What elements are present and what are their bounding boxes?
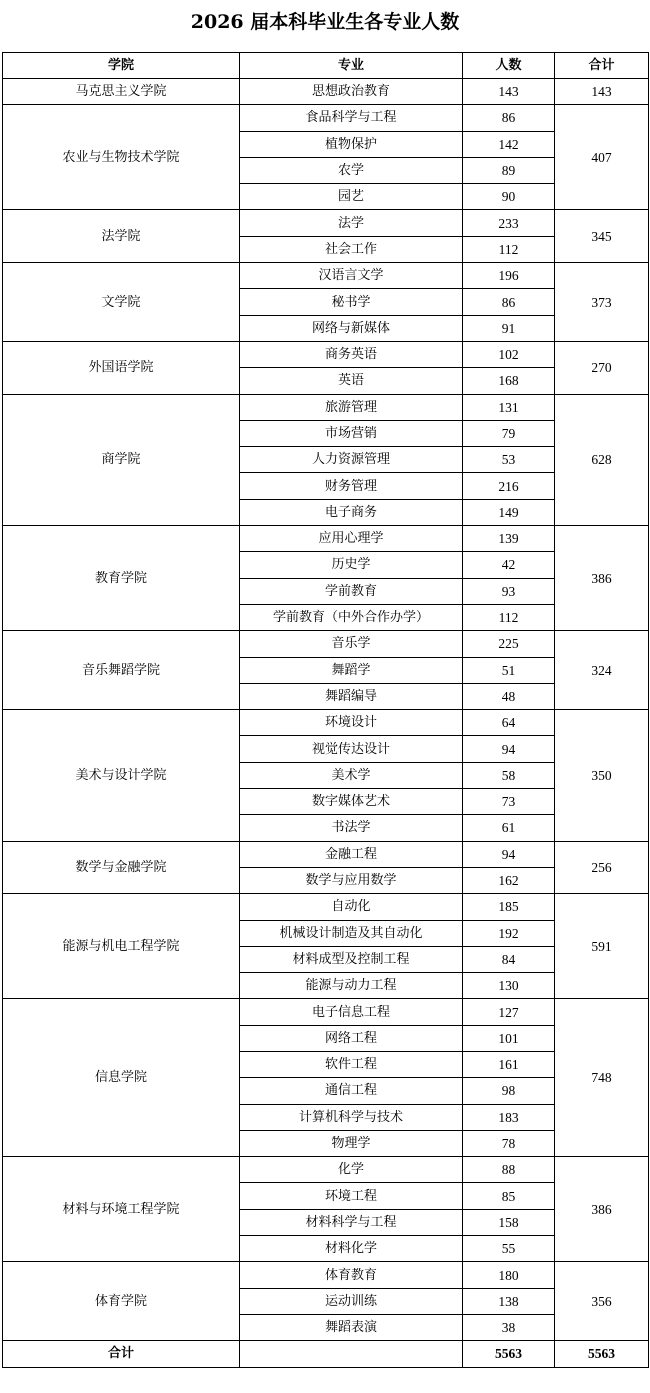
major-count: 89 xyxy=(463,157,555,183)
table-row xyxy=(3,210,649,236)
college-subtotal: 407 xyxy=(555,105,649,210)
major-count: 168 xyxy=(463,368,555,394)
college-subtotal: 143 xyxy=(555,79,649,105)
major-name: 学前教育 xyxy=(240,578,463,604)
major-name: 化学 xyxy=(240,1157,463,1183)
total-count: 5563 xyxy=(463,1341,555,1367)
major-count: 161 xyxy=(463,1051,555,1077)
major-count: 185 xyxy=(463,894,555,920)
major-count: 94 xyxy=(463,736,555,762)
major-name: 材料成型及控制工程 xyxy=(240,946,463,972)
major-count: 112 xyxy=(463,236,555,262)
major-name: 美术学 xyxy=(240,762,463,788)
major-count: 112 xyxy=(463,604,555,630)
college-name: 体育学院 xyxy=(3,1262,240,1341)
major-name: 环境工程 xyxy=(240,1183,463,1209)
college-subtotal: 256 xyxy=(555,841,649,894)
total-row xyxy=(3,1341,649,1367)
major-count: 42 xyxy=(463,552,555,578)
major-count: 102 xyxy=(463,341,555,367)
major-name: 社会工作 xyxy=(240,236,463,262)
major-name: 植物保护 xyxy=(240,131,463,157)
major-name: 通信工程 xyxy=(240,1078,463,1104)
major-name: 数学与应用数学 xyxy=(240,867,463,893)
major-name: 财务管理 xyxy=(240,473,463,499)
major-count: 84 xyxy=(463,946,555,972)
major-count: 127 xyxy=(463,999,555,1025)
major-name: 法学 xyxy=(240,210,463,236)
college-name: 美术与设计学院 xyxy=(3,710,240,841)
table-row xyxy=(3,631,649,657)
college-name: 马克思主义学院 xyxy=(3,79,240,105)
college-subtotal: 324 xyxy=(555,631,649,710)
major-name: 英语 xyxy=(240,368,463,394)
major-name: 体育教育 xyxy=(240,1262,463,1288)
major-name: 软件工程 xyxy=(240,1051,463,1077)
college-name: 法学院 xyxy=(3,210,240,263)
major-name: 计算机科学与技术 xyxy=(240,1104,463,1130)
header-college: 学院 xyxy=(3,53,240,79)
college-subtotal: 270 xyxy=(555,341,649,394)
major-name: 思想政治教育 xyxy=(240,79,463,105)
major-name: 材料科学与工程 xyxy=(240,1209,463,1235)
graduates-table xyxy=(2,52,649,1368)
major-name: 农学 xyxy=(240,157,463,183)
major-count: 55 xyxy=(463,1236,555,1262)
major-count: 86 xyxy=(463,289,555,315)
header-count: 人数 xyxy=(463,53,555,79)
college-subtotal: 386 xyxy=(555,1157,649,1262)
college-name: 教育学院 xyxy=(3,526,240,631)
major-count: 38 xyxy=(463,1314,555,1340)
table-row xyxy=(3,341,649,367)
page-title: 2026 届本科毕业生各专业人数 xyxy=(190,10,460,33)
total-label: 合计 xyxy=(3,1341,240,1367)
college-name: 农业与生物技术学院 xyxy=(3,105,240,210)
major-name: 自动化 xyxy=(240,894,463,920)
table-row xyxy=(3,710,649,736)
major-count: 86 xyxy=(463,105,555,131)
major-name: 环境设计 xyxy=(240,710,463,736)
major-count: 130 xyxy=(463,973,555,999)
major-name: 视觉传达设计 xyxy=(240,736,463,762)
major-count: 180 xyxy=(463,1262,555,1288)
table-row xyxy=(3,394,649,420)
major-name: 园艺 xyxy=(240,184,463,210)
table-row xyxy=(3,1157,649,1183)
college-subtotal: 350 xyxy=(555,710,649,841)
major-name: 秘书学 xyxy=(240,289,463,315)
major-name: 数字媒体艺术 xyxy=(240,789,463,815)
table-body xyxy=(3,79,649,1341)
major-name: 电子商务 xyxy=(240,499,463,525)
college-name: 商学院 xyxy=(3,394,240,525)
major-count: 85 xyxy=(463,1183,555,1209)
major-name: 运动训练 xyxy=(240,1288,463,1314)
major-count: 183 xyxy=(463,1104,555,1130)
major-name: 应用心理学 xyxy=(240,526,463,552)
major-count: 149 xyxy=(463,499,555,525)
major-count: 91 xyxy=(463,315,555,341)
major-name: 市场营销 xyxy=(240,420,463,446)
major-count: 78 xyxy=(463,1130,555,1156)
college-subtotal: 345 xyxy=(555,210,649,263)
major-count: 93 xyxy=(463,578,555,604)
header-row xyxy=(3,53,649,79)
table-row xyxy=(3,79,649,105)
major-count: 58 xyxy=(463,762,555,788)
major-name: 商务英语 xyxy=(240,341,463,367)
major-name: 舞蹈学 xyxy=(240,657,463,683)
table-row xyxy=(3,841,649,867)
college-name: 能源与机电工程学院 xyxy=(3,894,240,999)
college-subtotal: 356 xyxy=(555,1262,649,1341)
table-row xyxy=(3,526,649,552)
major-name: 人力资源管理 xyxy=(240,447,463,473)
major-name: 金融工程 xyxy=(240,841,463,867)
college-subtotal: 628 xyxy=(555,394,649,525)
major-name: 机械设计制造及其自动化 xyxy=(240,920,463,946)
major-count: 139 xyxy=(463,526,555,552)
major-count: 216 xyxy=(463,473,555,499)
total-empty xyxy=(240,1341,463,1367)
major-name: 网络与新媒体 xyxy=(240,315,463,341)
header-subtotal: 合计 xyxy=(555,53,649,79)
major-count: 196 xyxy=(463,263,555,289)
major-count: 94 xyxy=(463,841,555,867)
major-name: 物理学 xyxy=(240,1130,463,1156)
major-name: 食品科学与工程 xyxy=(240,105,463,131)
major-count: 88 xyxy=(463,1157,555,1183)
college-subtotal: 591 xyxy=(555,894,649,999)
major-count: 73 xyxy=(463,789,555,815)
major-count: 162 xyxy=(463,867,555,893)
major-count: 98 xyxy=(463,1078,555,1104)
major-name: 网络工程 xyxy=(240,1025,463,1051)
major-count: 61 xyxy=(463,815,555,841)
major-count: 142 xyxy=(463,131,555,157)
major-name: 学前教育（中外合作办学） xyxy=(240,604,463,630)
major-count: 143 xyxy=(463,79,555,105)
major-count: 192 xyxy=(463,920,555,946)
table-row xyxy=(3,263,649,289)
college-subtotal: 386 xyxy=(555,526,649,631)
major-name: 电子信息工程 xyxy=(240,999,463,1025)
college-name: 数学与金融学院 xyxy=(3,841,240,894)
college-name: 材料与环境工程学院 xyxy=(3,1157,240,1262)
table-row xyxy=(3,894,649,920)
major-count: 138 xyxy=(463,1288,555,1314)
major-count: 51 xyxy=(463,657,555,683)
major-name: 能源与动力工程 xyxy=(240,973,463,999)
college-name: 文学院 xyxy=(3,263,240,342)
major-name: 音乐学 xyxy=(240,631,463,657)
major-count: 48 xyxy=(463,683,555,709)
header-major: 专业 xyxy=(240,53,463,79)
major-count: 233 xyxy=(463,210,555,236)
major-count: 90 xyxy=(463,184,555,210)
major-count: 131 xyxy=(463,394,555,420)
college-name: 外国语学院 xyxy=(3,341,240,394)
major-name: 历史学 xyxy=(240,552,463,578)
table-row xyxy=(3,105,649,131)
major-name: 材料化学 xyxy=(240,1236,463,1262)
major-count: 158 xyxy=(463,1209,555,1235)
major-name: 书法学 xyxy=(240,815,463,841)
college-name: 音乐舞蹈学院 xyxy=(3,631,240,710)
college-name: 信息学院 xyxy=(3,999,240,1157)
major-name: 舞蹈表演 xyxy=(240,1314,463,1340)
major-count: 53 xyxy=(463,447,555,473)
major-name: 旅游管理 xyxy=(240,394,463,420)
table-row xyxy=(3,999,649,1025)
total-subtotal: 5563 xyxy=(555,1341,649,1367)
major-name: 汉语言文学 xyxy=(240,263,463,289)
major-count: 225 xyxy=(463,631,555,657)
major-count: 101 xyxy=(463,1025,555,1051)
college-subtotal: 748 xyxy=(555,999,649,1157)
major-count: 79 xyxy=(463,420,555,446)
major-count: 64 xyxy=(463,710,555,736)
table-row xyxy=(3,1262,649,1288)
college-subtotal: 373 xyxy=(555,263,649,342)
major-name: 舞蹈编导 xyxy=(240,683,463,709)
